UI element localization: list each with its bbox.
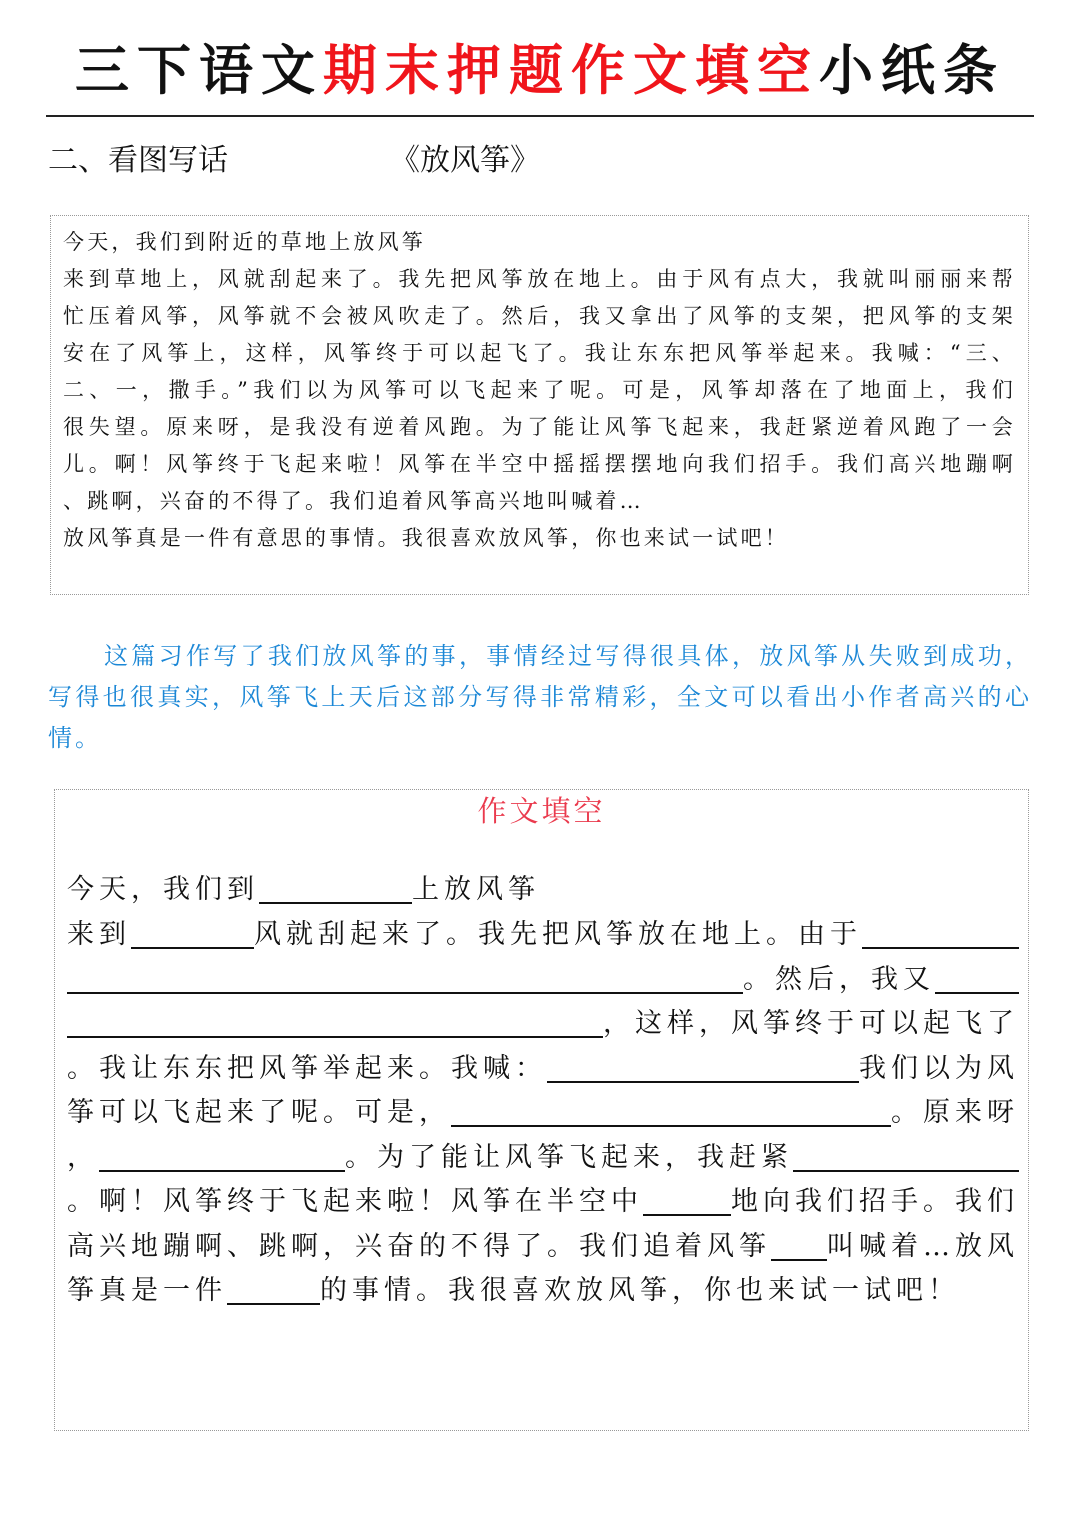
essay-line: 放风筝真是一件有意思的事情。我很喜欢放风筝，你也来试一试吧！ (63, 526, 789, 550)
fill-in-text: 。为了能让风筝飞起来，我赶紧 (345, 1142, 793, 1173)
answer-blank[interactable] (227, 1273, 320, 1305)
answer-blank[interactable] (862, 917, 1019, 949)
essay-line: 、跳啊，兴奋的不得了。我们追着风筝高兴地叫喊着… (63, 489, 644, 513)
fill-in-text: 上放风筝 (412, 874, 540, 905)
fill-in-text: 风就刮起来了。我先把风筝放在地上。由于 (254, 919, 862, 950)
essay-line: 很失望。原来呀，是我没有逆着风跑。为了能让风筝飞起来，我赶紧逆着风跑了一会 (63, 415, 1016, 439)
fill-in-box (54, 789, 1029, 1431)
fill-in-line (67, 1178, 1019, 1222)
fill-in-line (67, 1000, 1019, 1044)
answer-blank[interactable] (259, 872, 412, 904)
fill-in-text: 高兴地蹦啊、跳啊，兴奋的不得了。我们追着风筝 (67, 1231, 771, 1262)
fill-in-text: 。原来呀 (891, 1097, 1019, 1128)
fill-in-text: 来到 (67, 919, 131, 950)
title-divider (46, 115, 1034, 117)
title-part-red: 期末押题作文填空 (323, 39, 819, 102)
fill-in-text: 地向我们招手。我们 (731, 1186, 1019, 1217)
fill-in-line (67, 866, 1019, 910)
section-label: 二、看图写话 (48, 143, 228, 178)
fill-in-text: 。然后，我又 (743, 964, 935, 995)
fill-in-line (67, 911, 1019, 955)
page-title (0, 36, 1080, 106)
essay-line: 二、一，撒手。”我们以为风筝可以飞起来了呢。可是，风筝却落在了地面上，我们 (63, 378, 1016, 402)
fill-in-text: 。我让东东把风筝举起来。我喊： (67, 1053, 547, 1084)
answer-blank[interactable] (793, 1140, 1019, 1172)
essay-line: 忙压着风筝，风筝就不会被风吹走了。然后，我又拿出了风筝的支架，把风筝的支架 (63, 304, 1016, 328)
fill-in-line (67, 1089, 1019, 1133)
model-essay-box (50, 215, 1029, 595)
answer-blank[interactable] (643, 1184, 731, 1216)
essay-line: 来到草地上，风就刮起来了。我先把风筝放在地上。由于风有点大，我就叫丽丽来帮 (63, 267, 1016, 291)
fill-in-line (67, 956, 1019, 1000)
answer-blank[interactable] (771, 1229, 827, 1261)
fill-in-line (67, 1045, 1019, 1089)
essay-title: 《放风筝》 (390, 143, 540, 178)
fill-in-text: ， (67, 1142, 99, 1173)
title-part-black: 三下语文 (75, 39, 323, 102)
fill-in-text: 筝真是一件 (67, 1275, 227, 1306)
answer-blank[interactable] (547, 1051, 859, 1083)
teacher-comment: 这篇习作写了我们放风筝的事，事情经过写得很具体，放风筝从失败到成功，写得也很真实，风筝飞上天后这部分写得非常精彩，全文可以看出小作者高兴的心情。 (48, 642, 1032, 752)
fill-in-text: 叫喊着…放风 (827, 1231, 1019, 1262)
answer-blank[interactable] (451, 1095, 891, 1127)
essay-line: 安在了风筝上，这样，风筝终于可以起飞了。我让东东把风筝举起来。我喊：“三、 (63, 341, 1016, 365)
fill-in-text: 今天，我们到 (67, 874, 259, 905)
fill-in-line (67, 1223, 1019, 1267)
fill-in-text: 。啊！风筝终于飞起来啦！风筝在半空中 (67, 1186, 643, 1217)
essay-line: 儿。啊！风筝终于飞起来啦！风筝在半空中摇摇摆摆地向我们招手。我们高兴地蹦啊 (63, 452, 1016, 476)
answer-blank[interactable] (99, 1140, 345, 1172)
fill-in-line (67, 1134, 1019, 1178)
answer-blank[interactable] (67, 962, 743, 994)
fill-in-text: 我们以为风 (859, 1053, 1019, 1084)
fill-in-text: 的事情。我很喜欢放风筝，你也来试一试吧！ (320, 1275, 960, 1306)
fill-in-text: ，这样，风筝终于可以起飞了 (603, 1008, 1019, 1039)
fill-in-text: 筝可以飞起来了呢。可是， (67, 1097, 451, 1128)
title-part-black-end: 小纸条 (819, 39, 1005, 102)
fill-in-title: 作文填空 (477, 794, 606, 828)
answer-blank[interactable] (131, 917, 254, 949)
answer-blank[interactable] (935, 962, 1019, 994)
fill-in-line (67, 1267, 1019, 1311)
essay-line: 今天，我们到附近的草地上放风筝 (63, 230, 426, 254)
answer-blank[interactable] (67, 1006, 603, 1038)
